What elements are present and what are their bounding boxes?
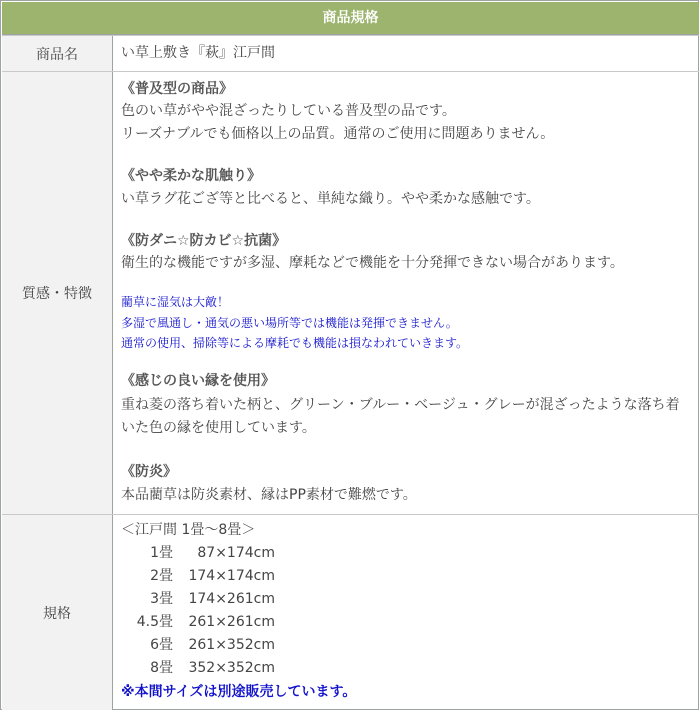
size-dimensions: 174×174cm: [188, 568, 275, 584]
feature-heading: 《普及型の商品》: [121, 81, 233, 97]
caution-note: 多湿で風通し・通気の悪い場所等では機能は発揮できません。: [121, 316, 458, 330]
caution-note: 通常の使用、掃除等による摩耗でも機能は損なわれていきます。: [121, 336, 469, 350]
features-row: [2, 71, 699, 514]
specs-cell: [114, 515, 699, 710]
size-row: [121, 566, 275, 586]
product-name-value: い草上敷き『萩』江戸間: [121, 45, 275, 61]
size-dimensions: 261×352cm: [188, 637, 275, 653]
feature-text: 本品藺草は防炎素材、縁はPP素材で難燃です。: [121, 487, 417, 503]
spec-table-header: 商品規格: [2, 2, 699, 35]
size-dimensions: 352×352cm: [188, 660, 275, 676]
size-dimensions: 87×174cm: [197, 545, 275, 561]
size-row: [121, 543, 275, 563]
product-name-cell: [114, 36, 699, 71]
size-note: ※本間サイズは別途販売しています。: [121, 684, 357, 700]
size-mats: 3畳: [150, 591, 173, 607]
size-range: ＜江戸間 1畳～8畳＞: [121, 522, 256, 538]
specs-label: 規格: [2, 515, 113, 710]
feature-text: 衛生的な機能ですが多湿、摩耗などで機能を十分発揮できない場合があります。: [121, 255, 624, 271]
size-dimensions: 261×261cm: [188, 614, 275, 630]
features-label: 質感・特徴: [2, 72, 113, 514]
product-name-label: 商品名: [2, 36, 113, 71]
feature-heading: 《感じの良い縁を使用》: [121, 373, 275, 389]
feature-heading: 《防ダニ☆防カビ☆抗菌》: [121, 233, 287, 249]
size-row: [121, 658, 275, 678]
feature-text: 色のい草がやや混ざったりしている普及型の品です。: [121, 103, 456, 119]
feature-text: リーズナブルでも価格以上の品質。通常のご使用に問題ありません。: [121, 126, 555, 142]
size-row: [121, 635, 275, 655]
feature-heading: 《やや柔かな肌触り》: [121, 168, 261, 184]
size-mats: 8畳: [150, 660, 173, 676]
size-row: [121, 612, 275, 632]
feature-text: い草ラグ花ござ等と比べると、単純な織り。やや柔かな感触です。: [121, 191, 540, 207]
caution-note: 藺草に湿気は大敵！: [121, 295, 230, 309]
size-mats: 1畳: [150, 545, 173, 561]
size-mats: 4.5畳: [136, 614, 173, 630]
size-dimensions: 174×261cm: [188, 591, 275, 607]
size-mats: 6畳: [150, 637, 173, 653]
specs-row: [2, 514, 699, 710]
size-mats: 2畳: [150, 568, 173, 584]
size-row: [121, 589, 275, 609]
product-name-row: [2, 35, 699, 71]
feature-text: 重ね菱の落ち着いた柄と、グリーン・ブルー・ベージュ・グレーが混ざったような落ち着いた色の縁を使用しています。: [121, 397, 680, 436]
features-cell: [114, 72, 699, 514]
feature-heading: 《防炎》: [121, 464, 177, 480]
